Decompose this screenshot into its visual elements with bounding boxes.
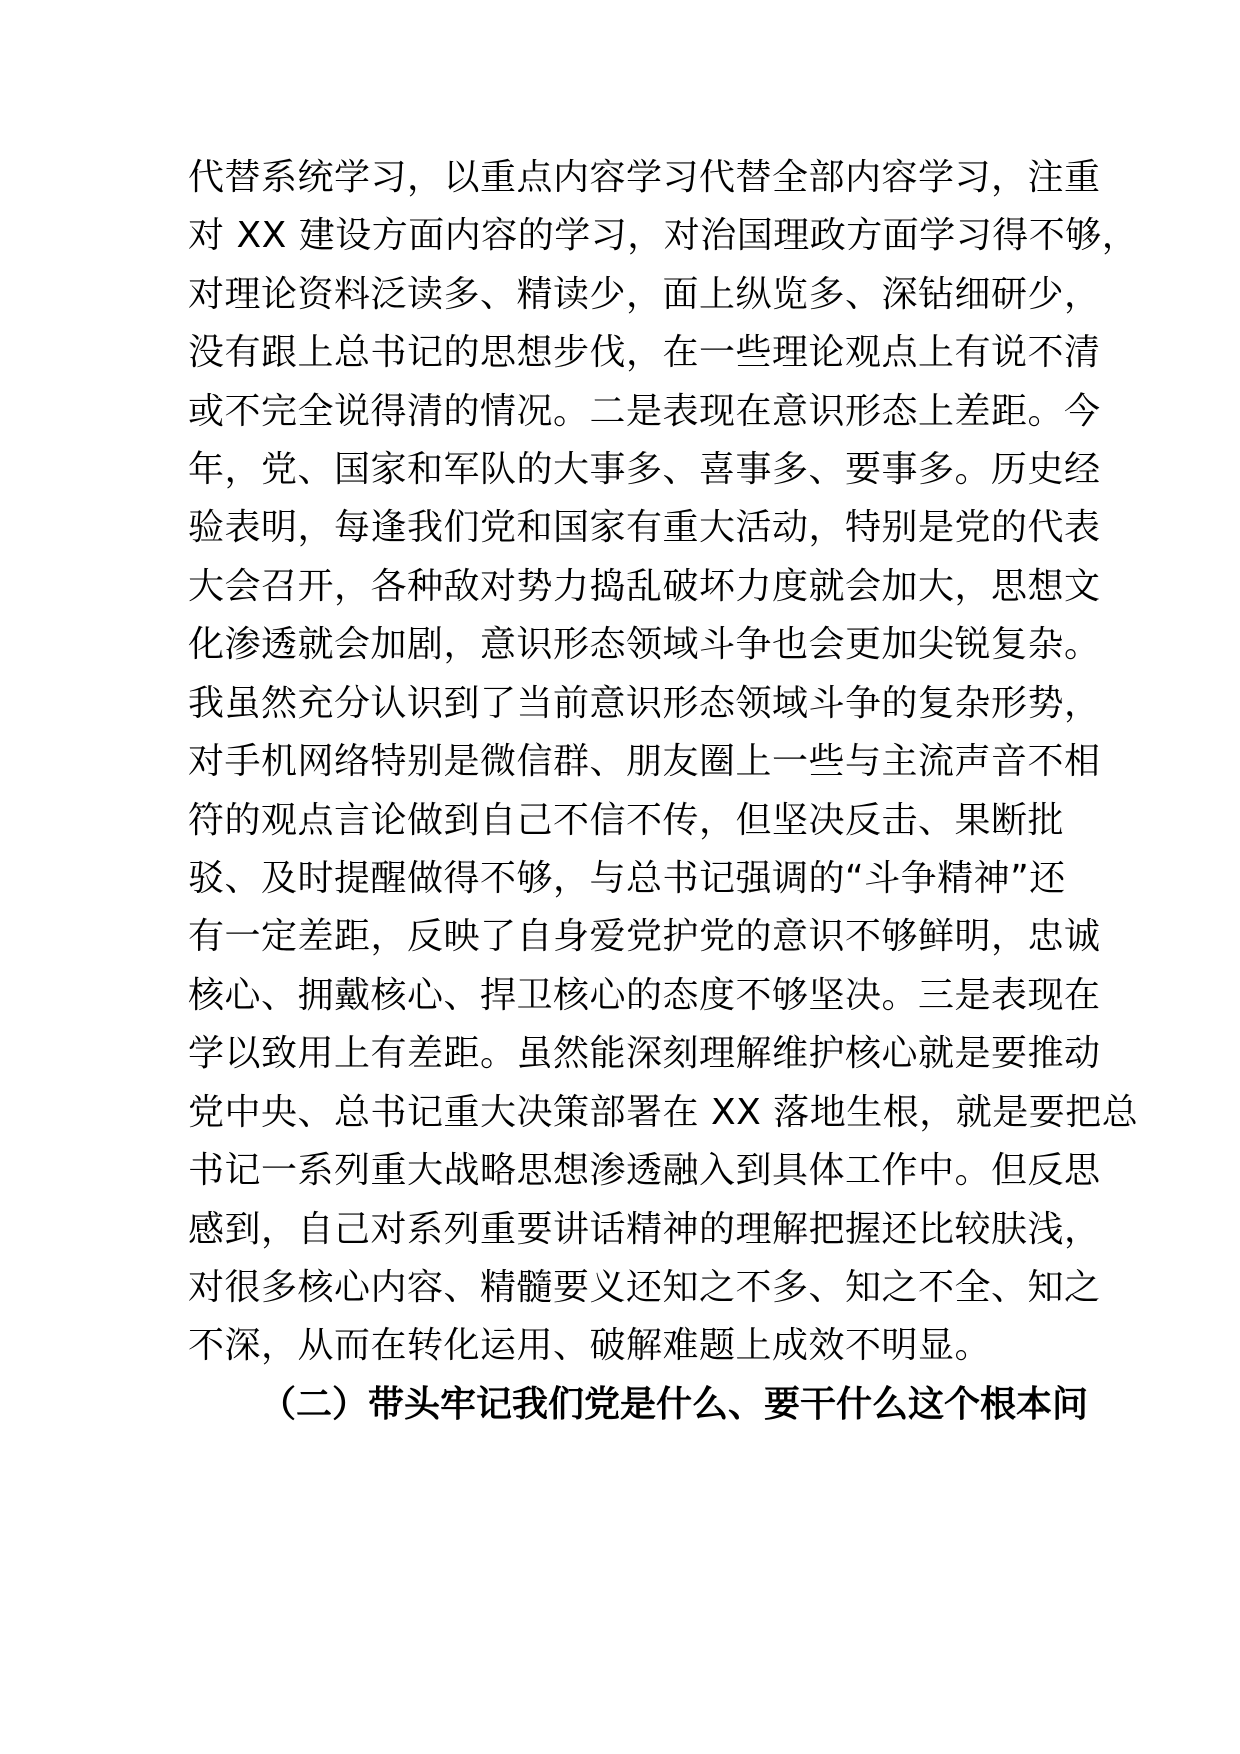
paragraph-line: 不深，从而在转化运用、破解难题上成效不明显。 <box>188 1325 992 1366</box>
paragraph-line: 党中央、总书记重大决策部署在 XX 落地生根，就是要把总 <box>188 1092 1139 1133</box>
paragraph-line: 对 XX 建设方面内容的学习，对治国理政方面学习得不够， <box>188 215 1139 256</box>
paragraph-line: 化渗透就会加剧，意识形态领域斗争也会更加尖锐复杂。 <box>188 624 1101 665</box>
paragraph-line: 感到，自己对系列重要讲话精神的理解把握还比较肤浅， <box>188 1209 1101 1250</box>
paragraph-line: 对很多核心内容、精髓要义还知之不多、知之不全、知之 <box>188 1267 1101 1308</box>
paragraph-line: 学以致用上有差距。虽然能深刻理解维护核心就是要推动 <box>188 1033 1101 1074</box>
paragraph-line: 我虽然充分认识到了当前意识形态领域斗争的复杂形势， <box>188 683 1101 724</box>
paragraph-line: 对手机网络特别是微信群、朋友圈上一些与主流声音不相 <box>188 741 1101 782</box>
paragraph-line: 大会召开，各种敌对势力捣乱破坏力度就会加大，思想文 <box>188 566 1101 607</box>
paragraph-line: 代替系统学习，以重点内容学习代替全部内容学习，注重 <box>188 157 1101 198</box>
paragraph-line: 或不完全说得清的情况。二是表现在意识形态上差距。今 <box>188 391 1101 432</box>
paragraph-line: 核心、拥戴核心、捍卫核心的态度不够坚决。三是表现在 <box>188 975 1101 1016</box>
paragraph-line: 年，党、国家和军队的大事多、喜事多、要事多。历史经 <box>188 449 1101 490</box>
paragraph-line: 没有跟上总书记的思想步伐，在一些理论观点上有说不清 <box>188 332 1101 373</box>
paragraph-line: 有一定差距，反映了自身爱党护党的意识不够鲜明，忠诚 <box>188 916 1101 957</box>
paragraph-line: 书记一系列重大战略思想渗透融入到具体工作中。但反思 <box>188 1150 1101 1191</box>
paragraph-line: 驳、及时提醒做得不够，与总书记强调的“斗争精神”还 <box>188 858 1066 899</box>
section-heading: （二）带头牢记我们党是什么、要干什么这个根本问 <box>260 1384 1089 1425</box>
paragraph-line: 对理论资料泛读多、精读少，面上纵览多、深钻细研少， <box>188 274 1101 315</box>
paragraph-line: 符的观点言论做到自己不信不传，但坚决反击、果断批 <box>188 800 1065 841</box>
paragraph-line: 验表明，每逢我们党和国家有重大活动，特别是党的代表 <box>188 507 1101 548</box>
